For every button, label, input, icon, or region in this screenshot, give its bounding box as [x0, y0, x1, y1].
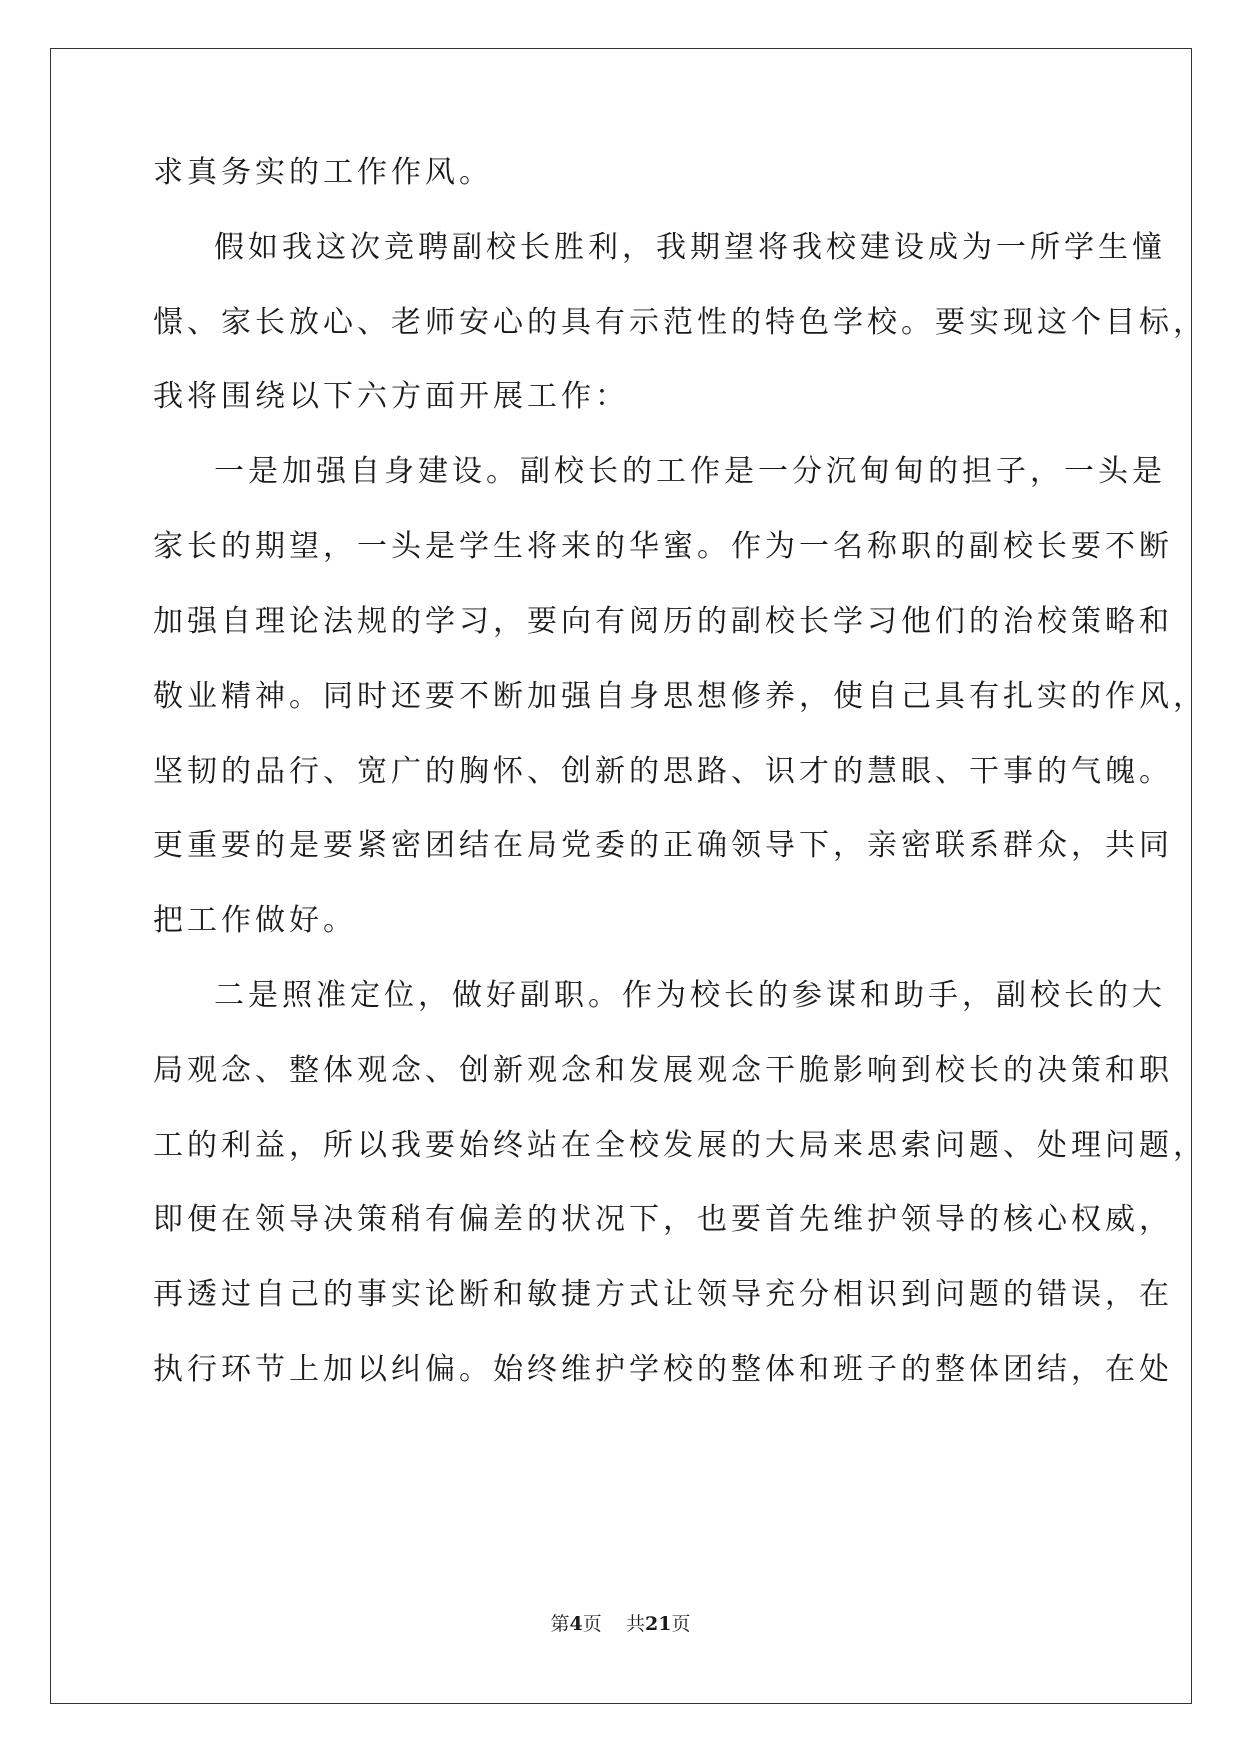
- paragraph-line-17: 执行环节上加以纠偏。始终维护学校的整体和班子的整体团结，在处: [153, 1352, 1173, 1387]
- footer-page-number: 4: [569, 1613, 583, 1635]
- paragraph-line-10: 更重要的是要紧密团结在局党委的正确领导下，亲密联系群众，共同: [153, 828, 1173, 863]
- paragraph-line-7: 加强自理论法规的学习，要向有阅历的副校长学习他们的治校策略和: [153, 604, 1173, 639]
- paragraph-line-13: 局观念、整体观念、创新观念和发展观念干脆影响到校长的决策和职: [153, 1053, 1173, 1088]
- footer-page-prefix: 第: [550, 1613, 570, 1635]
- paragraph-line-3: 憬、家长放心、老师安心的具有示范性的特色学校。要实现这个目标，: [153, 305, 1207, 340]
- footer-total-pages: 21: [644, 1613, 672, 1635]
- paragraph-line-14: 工的利益，所以我要始终站在全校发展的大局来思索问题、处理问题，: [153, 1128, 1207, 1163]
- paragraph-line-2: 假如我这次竞聘副校长胜利，我期望将我校建设成为一所学生憧: [214, 230, 1166, 265]
- paragraph-line-16: 再透过自己的事实论断和敏捷方式让领导充分相识到问题的错误，在: [153, 1277, 1173, 1312]
- footer-total-prefix: 共: [625, 1613, 645, 1635]
- footer-total-suffix: 页: [671, 1613, 691, 1635]
- page-footer: [0, 1612, 1241, 1636]
- footer-page-suffix: 页: [582, 1613, 602, 1635]
- paragraph-line-9: 坚韧的品行、宽广的胸怀、创新的思路、识才的慧眼、干事的气魄。: [153, 754, 1173, 789]
- paragraph-line-15: 即便在领导决策稍有偏差的状况下，也要首先维护领导的核心权威，: [153, 1202, 1173, 1237]
- page-border: [50, 48, 1192, 1704]
- paragraph-line-12: 二是照准定位，做好副职。作为校长的参谋和助手，副校长的大: [214, 978, 1166, 1013]
- paragraph-line-1: 求真务实的工作作风。: [153, 155, 493, 190]
- paragraph-line-8: 敬业精神。同时还要不断加强自身思想修养，使自己具有扎实的作风，: [153, 679, 1207, 714]
- paragraph-line-11: 把工作做好。: [153, 903, 357, 938]
- paragraph-line-6: 家长的期望，一头是学生将来的华蜜。作为一名称职的副校长要不断: [153, 529, 1173, 564]
- paragraph-line-4: 我将围绕以下六方面开展工作：: [153, 379, 629, 414]
- paragraph-line-5: 一是加强自身建设。副校长的工作是一分沉甸甸的担子，一头是: [214, 454, 1166, 489]
